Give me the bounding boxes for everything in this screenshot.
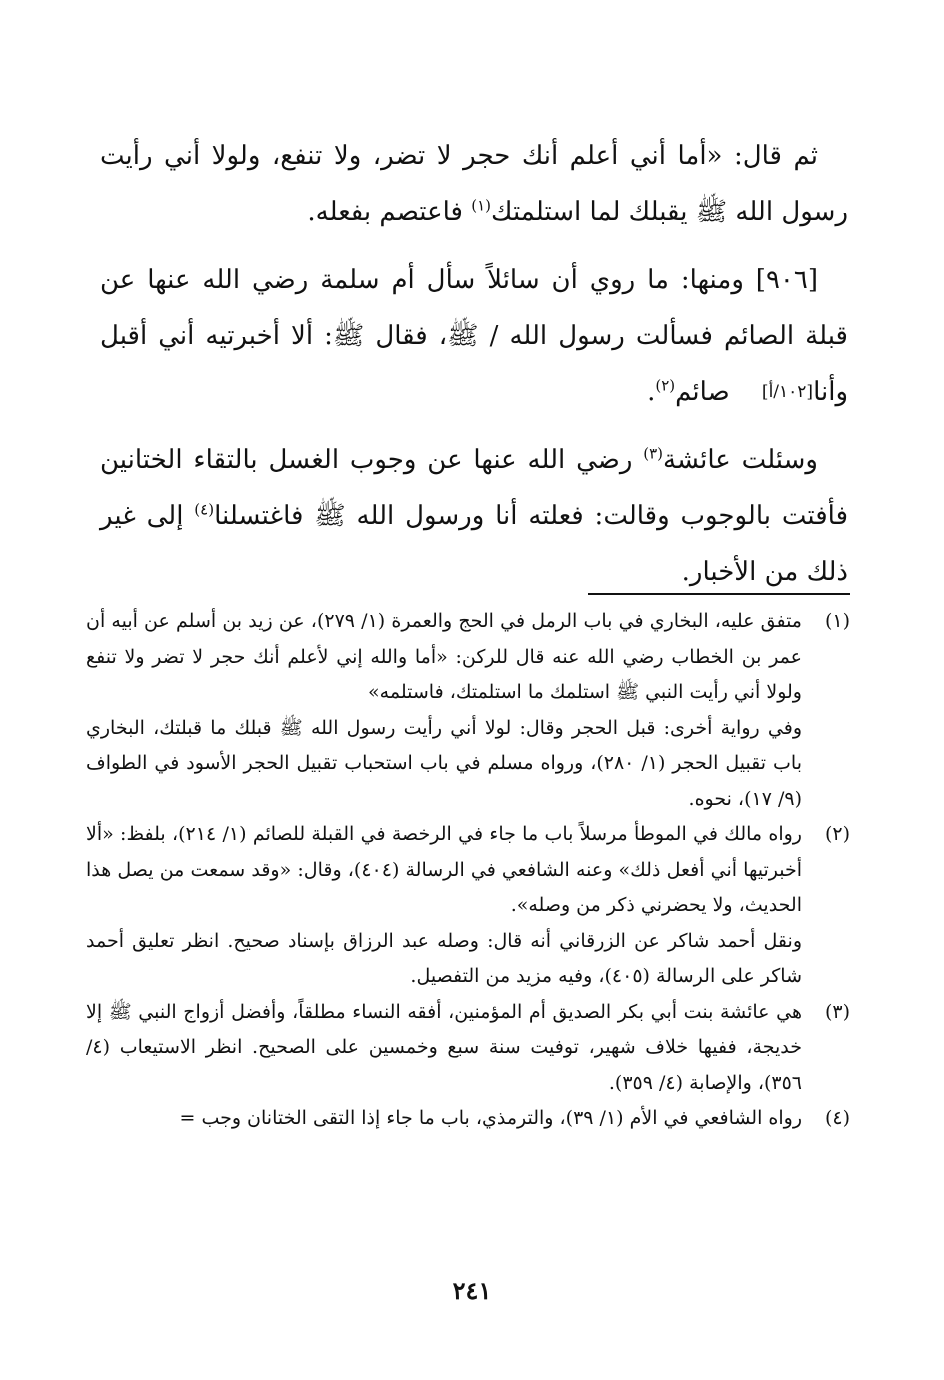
text-run: ثم قال: «أما أني أعلم أنك حجر لا تضر، ولا تنفع، ولولا أني رأيت رسول الله ﷺ يقبلك لما استلمتك [100,141,848,227]
text-run: صائم [675,377,738,407]
footnote-text: ونقل أحمد شاكر عن الزرقاني أنه قال: وصله عبد الرزاق بإسناد صحيح. انظر تعليق أحمد شاكر على الرسالة (٤٠٥)، وفيه مزيد من التفصيل. [86,929,802,987]
footnote-1 [86,604,850,817]
footnote-ref[interactable]: (٤) [194,500,215,519]
paragraph-2 [100,252,848,420]
manuscript-folio-ref: [١٠٢/أ] [761,382,814,402]
footnote-text: رواه الشافعي في الأم (١/ ٣٩)، والترمذي، باب ما جاء إذا التقى الختانان وجب = [179,1107,802,1129]
text-run: فاعتصم بفعله. [307,197,472,227]
text-run: إلى غير ذلك من الأخبار. [100,501,848,587]
page-number: ٢٤١ [452,1276,492,1305]
paragraph-1 [100,128,848,240]
footnote-3 [86,995,850,1102]
footnote-number: (٣) [824,1000,850,1023]
main-text [100,128,848,600]
text-run: [٩٠٦] ومنها: ما روي أن سائلاً سأل أم سلمة رضي الله عنها عن قبلة الصائم فسألت رسول الله / ﷺ، فقال ﷺ: ألا أخبرتيه أني أقبل وأنا [100,265,848,407]
text-run: رضي الله عنها عن وجوب الغسل بالتقاء الختانين فأفتت بالوجوب وقالت: فعلته أنا ورسول الله ﷺ فاغتسلنا [100,445,849,531]
footnote-ref[interactable]: (٢) [655,376,676,395]
footnote-number: (١) [824,610,850,632]
footnotes [86,604,850,1137]
footnote-number: (٢) [824,823,850,845]
footnote-text: رواه مالك في الموطأ مرسلاً باب ما جاء في الرخصة في القبلة للصائم (١/ ٢١٤)، بلفظ: «ألا أخبرتيها أني أفعل ذلك» وعنه الشافعي في الرسالة (٤٠٤)، وقال: «وقد سمعت من يصل هذا الحديث، ولا يحضرني ذكر من وصله». [86,823,802,916]
footnote-text: وفي رواية أخرى: قبل الحجر وقال: لولا أني رأيت رسول الله ﷺ قبلك ما قبلتك، البخاري باب تقبيل الحجر (١/ ٢٨٠)، ورواه مسلم في باب استحباب تقبيل الحجر الأسود في الطواف (٩/ ١٧)، نحوه. [86,716,802,810]
text-run: وسئلت عائشة [663,445,818,475]
footnote-ref[interactable]: (١) [471,196,492,215]
footnote-text: هي عائشة بنت أبي بكر الصديق أم المؤمنين، أفقه النساء مطلقاً، وأفضل أزواج النبي ﷺ إلا خديجة، ففيها خلاف شهير، توفيت سنة سبع وخمسين على الصحيح. انظر الاستيعاب (٤/ ٣٥٦)، والإصابة (٤/ ٣٥٩). [86,1000,802,1094]
paragraph-3 [100,432,848,600]
footnote-text: متفق عليه، البخاري في باب الرمل في الحج والعمرة (١/ ٢٧٩)، عن زيد بن أسلم عن أبيه أن عمر بن الخطاب رضي الله عنه قال للركن: «أما والله إني لأعلم أنك حجر لا تضر ولا تنفع ولولا أني رأيت النبي ﷺ استلمك ما استلمتك، فاستلمه» [86,610,802,703]
footnote-ref[interactable]: (٣) [643,444,664,463]
footnote-4 [86,1101,850,1137]
footnote-2 [86,817,850,995]
footnote-number: (٤) [824,1107,850,1129]
footnote-separator [588,593,850,595]
text-run: . [647,377,656,407]
